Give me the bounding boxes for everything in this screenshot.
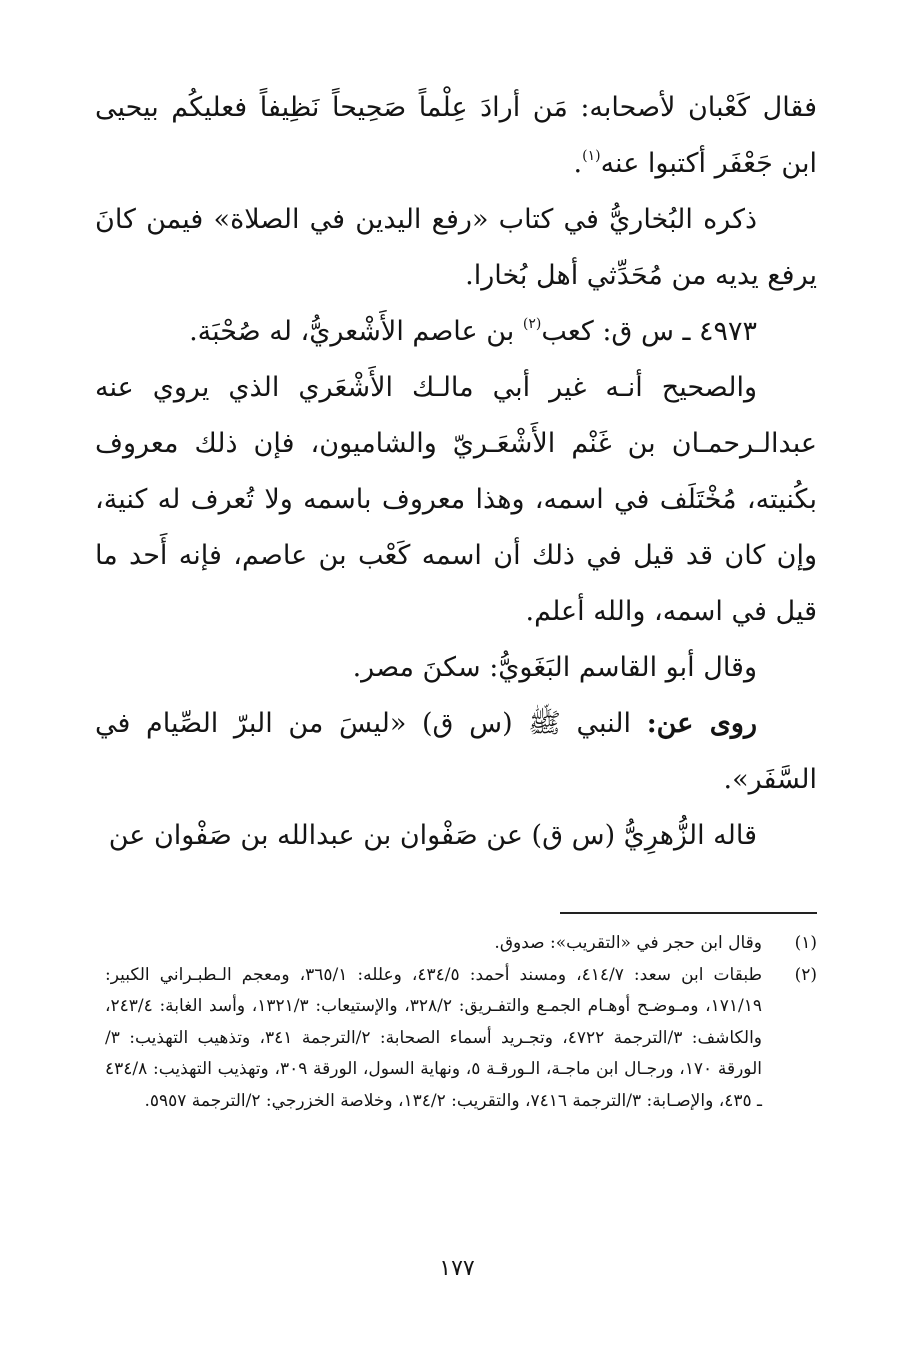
footnote-ref-1[interactable]: (١): [582, 148, 601, 164]
paragraph-kaban-quote: [95, 80, 817, 192]
main-text: [95, 80, 817, 864]
footnote-number: (٢): [794, 964, 817, 985]
footnote-1: [105, 928, 817, 960]
entry-name-rest: بن عاصم الأَشْعريُّ، له صُحْبَة.: [189, 316, 523, 347]
footnotes: [105, 928, 817, 1117]
paragraph-zuhri: قاله الزُّهرِيُّ (س ق) عن صَفْوان بن عبدالله بن صَفْوان عن: [108, 820, 757, 851]
footnote-2: [105, 960, 817, 1118]
paragraph-kaban-text: فقال كَعْبان لأصحابه: مَن أرادَ عِلْماً صَحِيحاً نَظِيفاً فعليكُم بيحيى ابن جَعْفَر أكتبوا عنه: [95, 92, 817, 179]
footnote-number: (١): [794, 933, 817, 953]
entry-heading-4973: [95, 304, 817, 360]
paragraph-baghawi: وقال أبو القاسم البَغَويُّ: سكنَ مصر.: [352, 652, 757, 683]
narrated-from-text: النبي ﷺ (س ق) «ليسَ من البرّ الصِّيام في السَّفَر».: [95, 708, 817, 795]
footnote-ref-2[interactable]: (٢): [522, 316, 542, 332]
entry-number-name: ٤٩٧٣ ـ س ق: كعب: [541, 316, 757, 347]
paragraph-end-mark: .: [573, 148, 583, 179]
paragraph-correct-view: والصحيح أنـه غير أبي مالـك الأَشْعَري الذي يروي عنه عبدالـرحمـان بن غَنْم الأَشْعَـريّ والشاميون، فإن ذلك معروف بكُنيته، مُخْتَلَف في اسمه، وهذا معروف باسمه ولا تُعرف له كنية، وإن كان قد قيل في ذلك أن اسمه كَعْب بن عاصم، فإنه أَحد ما قيل في اسمه، والله أعلم.: [95, 372, 817, 627]
paragraph-narrated-from: [95, 696, 817, 808]
paragraph-bukhari: ذكره البُخاريُّ في كتاب «رفع اليدين في الصلاة» فيمن كانَ يرفع يديه من مُحَدِّثي أهل بُخارا.: [95, 204, 817, 291]
narrated-from-label: روى عن:: [646, 708, 757, 739]
footnote-divider: [560, 912, 817, 914]
footnote-text: وقال ابن حجر في «التقريب»: صدوق.: [494, 933, 762, 953]
footnote-text: طبقات ابن سعد: ٤١٤/٧، ومسند أحمد: ٤٣٤/٥، وعلله: ٣٦٥/١، ومعجم الـطبـراني الكبير: ١٧١/١٩، ومـوضـح أوهـام الجمـع والتفـريق: ٣٢٨/٢، والإستيعاب: ١٣٢١/٣، وأسد الغابة: ٢٤٣/٤، والكاشف: ٣/الترجمة ٤٧٢٢، وتجـريد أسماء الصحابة: ٢/الترجمة ٣٤١، وتذهيب التهذيب: ٣/الورقة ١٧٠، ورجـال ابن ماجـة، الـورقـة ٥، ونهاية السول، الورقة ٣٠٩، وتهذيب التهذيب: ٤٣٤/٨ ـ ٤٣٥، والإصـابة: ٣/الترجمة ٧٤١٦، والتقريب: ١٣٤/٢، وخلاصة الخزرجي: ٢/الترجمة ٥٩٥٧.: [105, 964, 763, 1111]
page-number: ١٧٧: [439, 1256, 475, 1281]
